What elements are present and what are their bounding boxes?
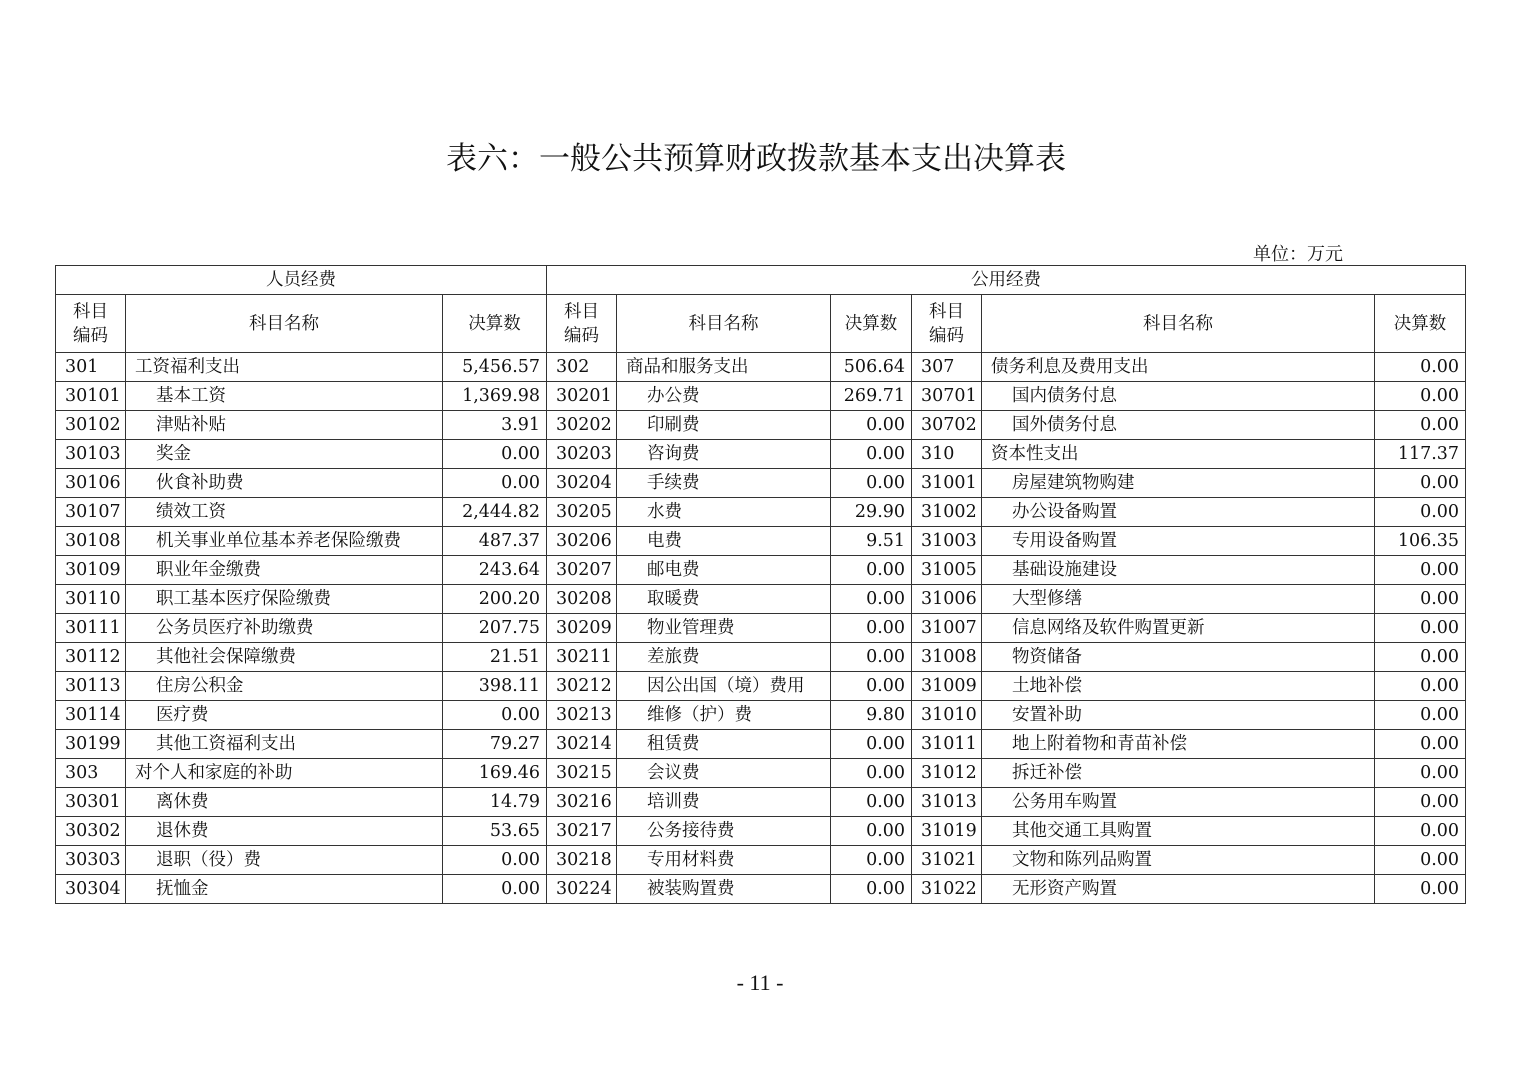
amount-value: 0.00	[831, 411, 912, 440]
subject-name: 工资福利支出	[126, 353, 443, 382]
subject-code: 30205	[547, 498, 617, 527]
subject-name: 维修（护）费	[617, 701, 831, 730]
table-row	[56, 411, 1466, 440]
header-code-line1: 科目	[929, 301, 965, 322]
subject-name: 拆迁补偿	[982, 759, 1375, 788]
table-row	[56, 614, 1466, 643]
subject-code: 30217	[547, 817, 617, 846]
subject-code: 30102	[56, 411, 126, 440]
subject-code: 31006	[912, 585, 982, 614]
amount-value: 487.37	[443, 527, 547, 556]
subject-code: 30199	[56, 730, 126, 759]
subject-name: 其他工资福利支出	[126, 730, 443, 759]
subject-name: 绩效工资	[126, 498, 443, 527]
amount-value: 9.51	[831, 527, 912, 556]
subject-code: 31011	[912, 730, 982, 759]
amount-value: 117.37	[1375, 440, 1466, 469]
subject-name: 印刷费	[617, 411, 831, 440]
subject-code: 30108	[56, 527, 126, 556]
subject-name: 水费	[617, 498, 831, 527]
amount-value: 0.00	[1375, 498, 1466, 527]
subject-code: 30209	[547, 614, 617, 643]
amount-value: 0.00	[831, 469, 912, 498]
subject-name: 手续费	[617, 469, 831, 498]
subject-name: 津贴补贴	[126, 411, 443, 440]
amount-value: 1,369.98	[443, 382, 547, 411]
subject-code: 30304	[56, 875, 126, 904]
subject-name: 债务利息及费用支出	[982, 353, 1375, 382]
subject-code: 30206	[547, 527, 617, 556]
subject-name: 职业年金缴费	[126, 556, 443, 585]
amount-value: 207.75	[443, 614, 547, 643]
table-row	[56, 643, 1466, 672]
table-row	[56, 527, 1466, 556]
subject-code: 30203	[547, 440, 617, 469]
amount-value: 0.00	[831, 759, 912, 788]
subject-code: 302	[547, 353, 617, 382]
subject-name: 咨询费	[617, 440, 831, 469]
subject-code: 30215	[547, 759, 617, 788]
amount-value: 398.11	[443, 672, 547, 701]
subject-code: 30114	[56, 701, 126, 730]
amount-value: 0.00	[443, 846, 547, 875]
amount-value: 0.00	[443, 875, 547, 904]
subject-code: 30202	[547, 411, 617, 440]
budget-table	[55, 265, 1466, 904]
subject-name: 无形资产购置	[982, 875, 1375, 904]
subject-code: 31010	[912, 701, 982, 730]
subject-name: 培训费	[617, 788, 831, 817]
amount-value: 0.00	[443, 440, 547, 469]
header-personnel: 人员经费	[56, 266, 547, 295]
amount-value: 0.00	[831, 672, 912, 701]
subject-name: 差旅费	[617, 643, 831, 672]
table-row	[56, 556, 1466, 585]
subject-code: 31001	[912, 469, 982, 498]
subject-code: 31005	[912, 556, 982, 585]
subject-name: 公务接待费	[617, 817, 831, 846]
amount-value: 0.00	[443, 701, 547, 730]
table-row	[56, 846, 1466, 875]
subject-name: 办公费	[617, 382, 831, 411]
header-row-groups	[56, 266, 1466, 295]
amount-value: 0.00	[1375, 469, 1466, 498]
amount-value: 9.80	[831, 701, 912, 730]
subject-code: 31008	[912, 643, 982, 672]
table-row	[56, 701, 1466, 730]
subject-code: 30201	[547, 382, 617, 411]
subject-code: 30214	[547, 730, 617, 759]
subject-name: 办公设备购置	[982, 498, 1375, 527]
subject-name: 抚恤金	[126, 875, 443, 904]
header-code-line2: 编码	[929, 325, 965, 346]
amount-value: 506.64	[831, 353, 912, 382]
subject-code: 30106	[56, 469, 126, 498]
subject-code: 30112	[56, 643, 126, 672]
amount-value: 53.65	[443, 817, 547, 846]
header-code	[912, 295, 982, 353]
subject-code: 31019	[912, 817, 982, 846]
header-name: 科目名称	[617, 295, 831, 353]
header-amount: 决算数	[443, 295, 547, 353]
subject-code: 30224	[547, 875, 617, 904]
amount-value: 29.90	[831, 498, 912, 527]
amount-value: 0.00	[831, 643, 912, 672]
subject-name: 邮电费	[617, 556, 831, 585]
header-code-line2: 编码	[73, 325, 108, 346]
subject-name: 伙食补助费	[126, 469, 443, 498]
amount-value: 106.35	[1375, 527, 1466, 556]
subject-name: 医疗费	[126, 701, 443, 730]
subject-name: 基础设施建设	[982, 556, 1375, 585]
subject-name: 地上附着物和青苗补偿	[982, 730, 1375, 759]
amount-value: 3.91	[443, 411, 547, 440]
subject-code: 30207	[547, 556, 617, 585]
subject-name: 退职（役）费	[126, 846, 443, 875]
amount-value: 0.00	[831, 440, 912, 469]
subject-code: 31022	[912, 875, 982, 904]
subject-code: 30111	[56, 614, 126, 643]
subject-name: 基本工资	[126, 382, 443, 411]
subject-code: 30204	[547, 469, 617, 498]
subject-code: 30113	[56, 672, 126, 701]
subject-name: 住房公积金	[126, 672, 443, 701]
amount-value: 0.00	[1375, 817, 1466, 846]
subject-name: 安置补助	[982, 701, 1375, 730]
subject-code: 31013	[912, 788, 982, 817]
subject-name: 国外债务付息	[982, 411, 1375, 440]
subject-name: 会议费	[617, 759, 831, 788]
table-row	[56, 469, 1466, 498]
subject-name: 物资储备	[982, 643, 1375, 672]
amount-value: 21.51	[443, 643, 547, 672]
header-amount: 决算数	[831, 295, 912, 353]
subject-name: 被装购置费	[617, 875, 831, 904]
amount-value: 0.00	[831, 788, 912, 817]
subject-name: 房屋建筑物购建	[982, 469, 1375, 498]
amount-value: 2,444.82	[443, 498, 547, 527]
header-name: 科目名称	[126, 295, 443, 353]
table-row	[56, 730, 1466, 759]
subject-code: 30110	[56, 585, 126, 614]
header-public: 公用经费	[547, 266, 1466, 295]
amount-value: 243.64	[443, 556, 547, 585]
header-code	[56, 295, 126, 353]
table-row	[56, 817, 1466, 846]
amount-value: 0.00	[831, 875, 912, 904]
amount-value: 0.00	[1375, 556, 1466, 585]
amount-value: 0.00	[831, 846, 912, 875]
table-row	[56, 788, 1466, 817]
subject-name: 离休费	[126, 788, 443, 817]
table-row	[56, 759, 1466, 788]
subject-code: 30218	[547, 846, 617, 875]
table-row	[56, 672, 1466, 701]
amount-value: 0.00	[1375, 788, 1466, 817]
amount-value: 200.20	[443, 585, 547, 614]
amount-value: 0.00	[1375, 759, 1466, 788]
subject-code: 30301	[56, 788, 126, 817]
subject-code: 30701	[912, 382, 982, 411]
subject-name: 电费	[617, 527, 831, 556]
table-row	[56, 585, 1466, 614]
subject-name: 资本性支出	[982, 440, 1375, 469]
subject-code: 30211	[547, 643, 617, 672]
page-title: 表六：一般公共预算财政拨款基本支出决算表	[446, 141, 1066, 177]
subject-code: 30103	[56, 440, 126, 469]
subject-name: 其他交通工具购置	[982, 817, 1375, 846]
subject-name: 公务用车购置	[982, 788, 1375, 817]
subject-code: 31007	[912, 614, 982, 643]
subject-name: 物业管理费	[617, 614, 831, 643]
subject-code: 30213	[547, 701, 617, 730]
amount-value: 0.00	[1375, 585, 1466, 614]
subject-name: 土地补偿	[982, 672, 1375, 701]
subject-name: 其他社会保障缴费	[126, 643, 443, 672]
subject-code: 31003	[912, 527, 982, 556]
subject-code: 30208	[547, 585, 617, 614]
subject-name: 职工基本医疗保险缴费	[126, 585, 443, 614]
subject-code: 310	[912, 440, 982, 469]
amount-value: 0.00	[1375, 643, 1466, 672]
subject-code: 30303	[56, 846, 126, 875]
amount-value: 0.00	[1375, 701, 1466, 730]
subject-code: 301	[56, 353, 126, 382]
amount-value: 0.00	[1375, 730, 1466, 759]
subject-name: 公务员医疗补助缴费	[126, 614, 443, 643]
subject-name: 国内债务付息	[982, 382, 1375, 411]
page-number: - 11 -	[736, 970, 784, 995]
amount-value: 169.46	[443, 759, 547, 788]
subject-name: 商品和服务支出	[617, 353, 831, 382]
subject-code: 30107	[56, 498, 126, 527]
subject-code: 30109	[56, 556, 126, 585]
subject-code: 30702	[912, 411, 982, 440]
amount-value: 0.00	[831, 556, 912, 585]
subject-name: 大型修缮	[982, 585, 1375, 614]
table-row	[56, 353, 1466, 382]
subject-code: 307	[912, 353, 982, 382]
subject-name: 专用材料费	[617, 846, 831, 875]
header-code-line1: 科目	[564, 301, 600, 322]
subject-name: 租赁费	[617, 730, 831, 759]
subject-name: 机关事业单位基本养老保险缴费	[126, 527, 443, 556]
subject-code: 31021	[912, 846, 982, 875]
unit-label: 单位：万元	[1253, 244, 1343, 265]
table-row	[56, 875, 1466, 904]
subject-code: 30101	[56, 382, 126, 411]
amount-value: 0.00	[1375, 353, 1466, 382]
subject-code: 31009	[912, 672, 982, 701]
subject-code: 30302	[56, 817, 126, 846]
amount-value: 0.00	[831, 817, 912, 846]
amount-value: 0.00	[1375, 614, 1466, 643]
subject-name: 取暖费	[617, 585, 831, 614]
header-name: 科目名称	[982, 295, 1375, 353]
amount-value: 0.00	[443, 469, 547, 498]
header-code-line1: 科目	[73, 301, 108, 322]
subject-name: 文物和陈列品购置	[982, 846, 1375, 875]
amount-value: 79.27	[443, 730, 547, 759]
header-amount: 决算数	[1375, 295, 1466, 353]
amount-value: 0.00	[831, 585, 912, 614]
header-code	[547, 295, 617, 353]
header-code-line2: 编码	[564, 325, 600, 346]
amount-value: 0.00	[1375, 672, 1466, 701]
subject-name: 退休费	[126, 817, 443, 846]
amount-value: 0.00	[1375, 875, 1466, 904]
subject-name: 奖金	[126, 440, 443, 469]
table-row	[56, 382, 1466, 411]
subject-code: 31012	[912, 759, 982, 788]
amount-value: 14.79	[443, 788, 547, 817]
subject-name: 信息网络及软件购置更新	[982, 614, 1375, 643]
amount-value: 0.00	[831, 730, 912, 759]
subject-code: 31002	[912, 498, 982, 527]
amount-value: 0.00	[1375, 846, 1466, 875]
amount-value: 5,456.57	[443, 353, 547, 382]
subject-name: 因公出国（境）费用	[617, 672, 831, 701]
table-row	[56, 498, 1466, 527]
subject-code: 30212	[547, 672, 617, 701]
amount-value: 0.00	[1375, 382, 1466, 411]
amount-value: 0.00	[1375, 411, 1466, 440]
amount-value: 269.71	[831, 382, 912, 411]
table-row	[56, 440, 1466, 469]
amount-value: 0.00	[831, 614, 912, 643]
table-body	[56, 353, 1466, 904]
subject-name: 专用设备购置	[982, 527, 1375, 556]
subject-code: 303	[56, 759, 126, 788]
subject-code: 30216	[547, 788, 617, 817]
subject-name: 对个人和家庭的补助	[126, 759, 443, 788]
header-row-columns	[56, 295, 1466, 353]
